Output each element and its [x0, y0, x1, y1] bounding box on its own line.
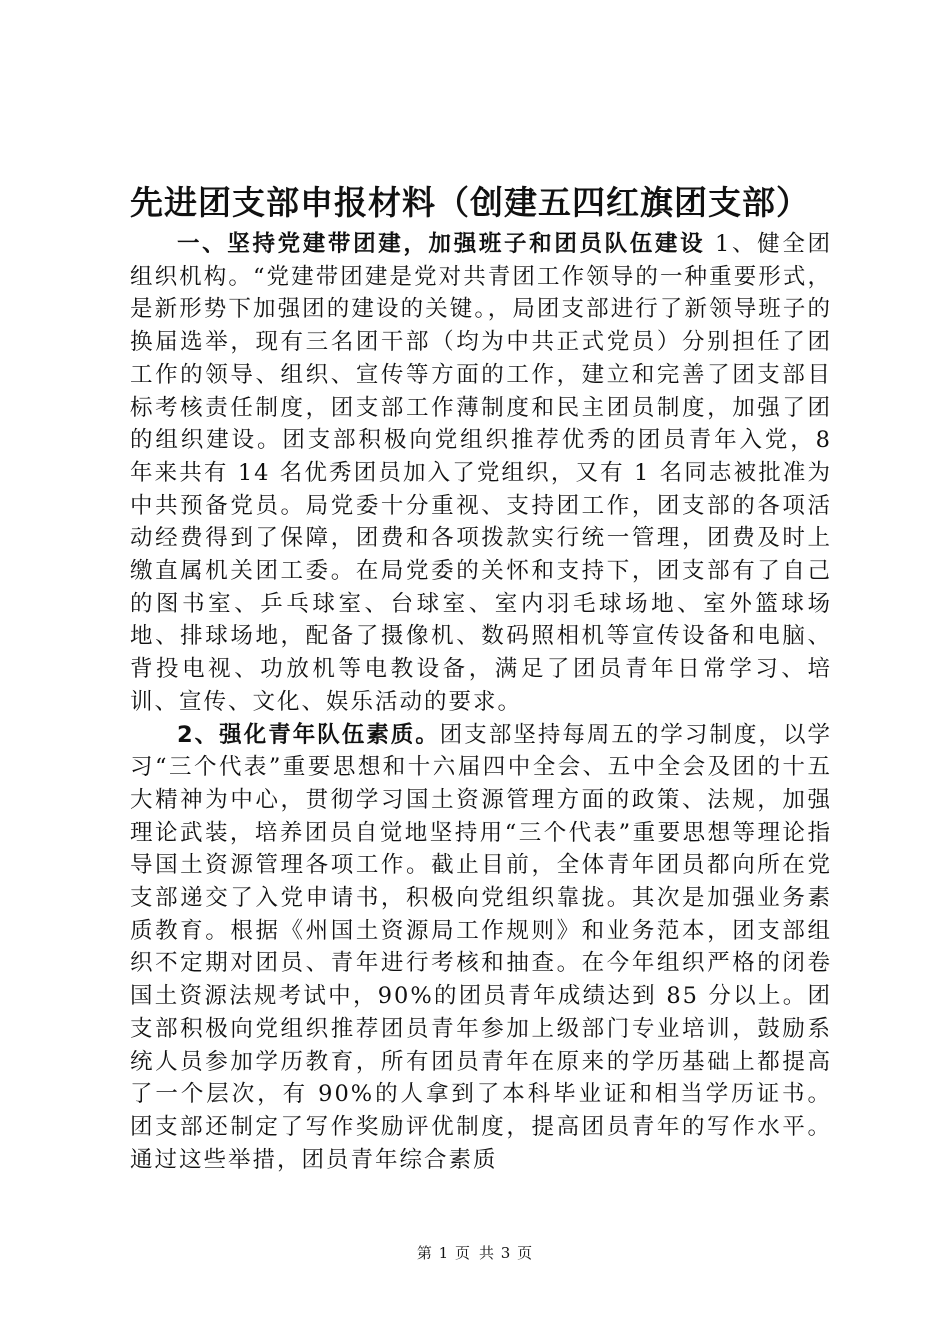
paragraph-text: 团支部坚持每周五的学习制度，以学习“三个代表”重要思想和十六届四中全会、五中全会及团的十五大精神为中心，贯彻学习国土资源管理方面的政策、法规，加强理论武装，培养团员自觉地坚持用“三个代表”重要思想等理论指导国土资源管理各项工作。截止目前，全体青年团员都向所在党支部递交了入党申请书，积极向党组织靠拢。其次是加强业务素质教育。根据《州国土资源局工作规则》和业务范本，团支部组织不定期对团员、青年进行考核和抽查。在今年组织严格的闭卷国土资源法规考试中，90%的团员青年成绩达到 85 分以上。团支部积极向党组织推荐团员青年参加上级部门专业培训，鼓励系统人员参加学历教育，所有团员青年在原来的学历基础上都提高了一个层次，有 90%的人拿到了本科毕业证和相当学历证书。团支部还制定了写作奖励评优制度，提高团员青年的写作水平。通过这些举措，团员青年综合素质 [130, 721, 832, 1173]
paragraph-party-building [130, 228, 832, 719]
paragraph-heading: 一、坚持党建带团建，加强班子和团员队伍建设 [177, 231, 706, 257]
paragraph-heading: 2、强化青年队伍素质。 [177, 721, 440, 748]
document-title: 先进团支部申报材料（创建五四红旗团支部） [130, 183, 810, 222]
paragraph-youth-quality [130, 719, 832, 1177]
paragraph-text: 1、健全团组织机构。“党建带团建是党对共青团工作领导的一种重要形式，是新形势下加强团的建设的关键。，局团支部进行了新领导班子的换届选举，现有三名团干部（均为中共正式党员）分别担任了团工作的领导、组织、宣传等方面的工作，建立和完善了团支部目标考核责任制度，团支部工作薄制度和民主团员制度，加强了团的组织建设。团支部积极向党组织推荐优秀的团员青年入党，8 年来共有 14 名优秀团员加入了党组织，又有 1 名同志被批准为中共预备党员。局党委十分重视、支持团工作，团支部的各项活动经费得到了保障，团费和各项拨款实行统一管理，团费及时上缴直属机关团工委。在局党委的关怀和支持下，团支部有了自己的图书室、乒乓球室、台球室、室内羽毛球场地、室外篮球场地、排球场地，配备了摄像机、数码照相机等宣传设备和电脑、背投电视、功放机等电教设备，满足了团员青年日常学习、培训、宣传、文化、娱乐活动的要求。 [130, 231, 832, 715]
page-total: 共 3 页 [479, 1244, 534, 1262]
page-number: 第 1 页 [416, 1244, 471, 1262]
document-body [130, 228, 832, 1176]
page-footer [0, 1243, 950, 1263]
